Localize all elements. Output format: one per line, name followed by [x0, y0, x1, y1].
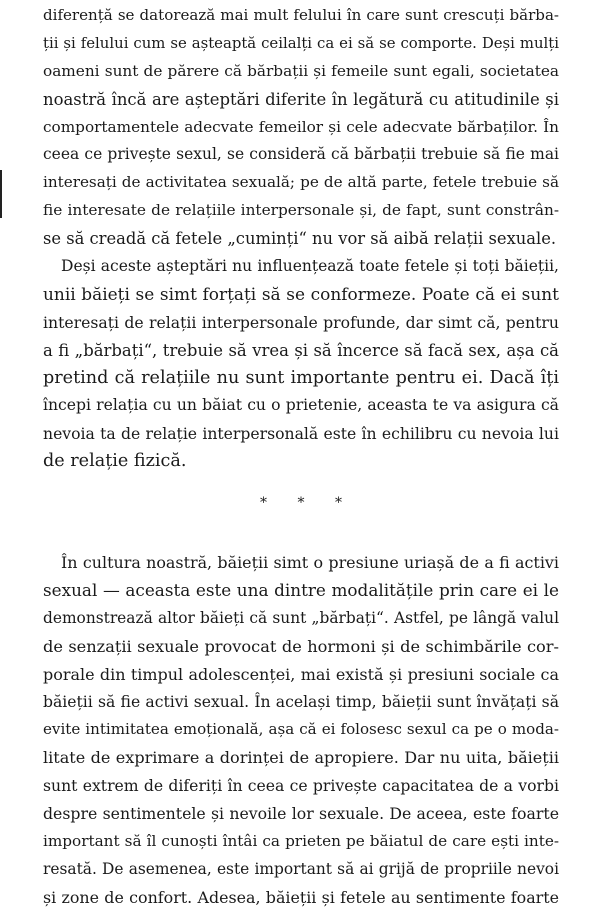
text-line: comportamentele adecvate femeilor și cele adecvate bărbaților. În: [43, 117, 559, 136]
text-line: litate de exprimare a dorinței de apropiere. Dar nu uita, băieții: [43, 748, 559, 768]
text-line: de senzații sexuale provocat de hormoni și de schimbările cor-: [43, 636, 559, 656]
text-line: ții și felului cum se așteaptă ceilalți ca ei să se comporte. Deși mulți: [43, 33, 559, 52]
text-line: diferență se datorează mai mult felului în care sunt crescuți bărba-: [43, 6, 559, 24]
text-line: începi relația cu un băiat cu o prietenie, aceasta te va asigura că: [43, 396, 559, 415]
text-line: evite intimitatea emoțională, așa că ei folosesc sexul ca pe o moda-: [43, 720, 559, 739]
text-line: important să îl cunoști întâi ca prieten pe băiatul de care ești inte-: [43, 832, 559, 851]
section-separator: * * *: [260, 495, 342, 512]
text-line: fie interesate de relațiile interpersonale și, de fapt, sunt constrân-: [43, 201, 559, 220]
text-line: sexual — aceasta este una dintre modalitățile prin care ei le: [43, 580, 559, 601]
text-line: sunt extrem de diferiți în ceea ce privește capacitatea de a vorbi: [43, 776, 559, 796]
text-line: despre sentimentele și nevoile lor sexuale. De aceea, este foarte: [43, 804, 559, 824]
text-line: ceea ce privește sexul, se consideră că bărbații trebuie să fie mai: [43, 145, 559, 164]
text-line: pretind că relațiile nu sunt importante pentru ei. Dacă îți: [43, 367, 559, 388]
text-line: interesați de relații interpersonale profunde, dar simt că, pentru: [43, 312, 559, 332]
text-line: băieții să fie activi sexual. În același timp, băieții sunt învățați să: [43, 692, 559, 711]
text-line: se să creadă că fetele „cuminți“ nu vor să aibă relații sexuale.: [43, 229, 557, 249]
text-line: porale din timpul adolescenței, mai există și presiuni sociale ca: [43, 664, 559, 684]
paragraph-3: [43, 549, 559, 912]
text-line: noastră încă are așteptări diferite în legătură cu atitudinile și: [43, 89, 559, 109]
text-line: și zone de confort. Adesea, băieții și fetele au sentimente foarte: [43, 887, 559, 907]
text-line: unii băieți se simt forțați să se conformeze. Poate că ei sunt: [43, 283, 559, 304]
section-gap: [43, 531, 559, 549]
book-page: [43, 2, 559, 912]
text-line: În cultura noastră, băieții simt o presiune uriașă de a fi activi: [61, 553, 559, 573]
text-line: nevoia ta de relație interpersonală este în echilibru cu nevoia lui: [43, 424, 559, 444]
paragraph-2: [43, 253, 559, 476]
margin-mark: [0, 170, 2, 218]
text-line: de relație fizică.: [43, 451, 187, 472]
text-line: resată. De asemenea, este important să ai grijă de propriile nevoi: [43, 859, 559, 878]
text-line: interesați de activitatea sexuală; pe de altă parte, fetele trebuie să: [43, 173, 559, 192]
text-line: Deși aceste așteptări nu influențează toate fetele și toți băieții,: [61, 257, 559, 276]
text-line: demonstrează altor băieți că sunt „bărbați“. Astfel, pe lângă valul: [43, 608, 559, 627]
text-line: a fi „bărbați“, trebuie să vrea și să încerce să facă sex, așa că: [43, 340, 559, 360]
paragraph-1: [43, 2, 559, 253]
text-line: oameni sunt de părere că bărbații și femeile sunt egali, societatea: [43, 61, 559, 80]
